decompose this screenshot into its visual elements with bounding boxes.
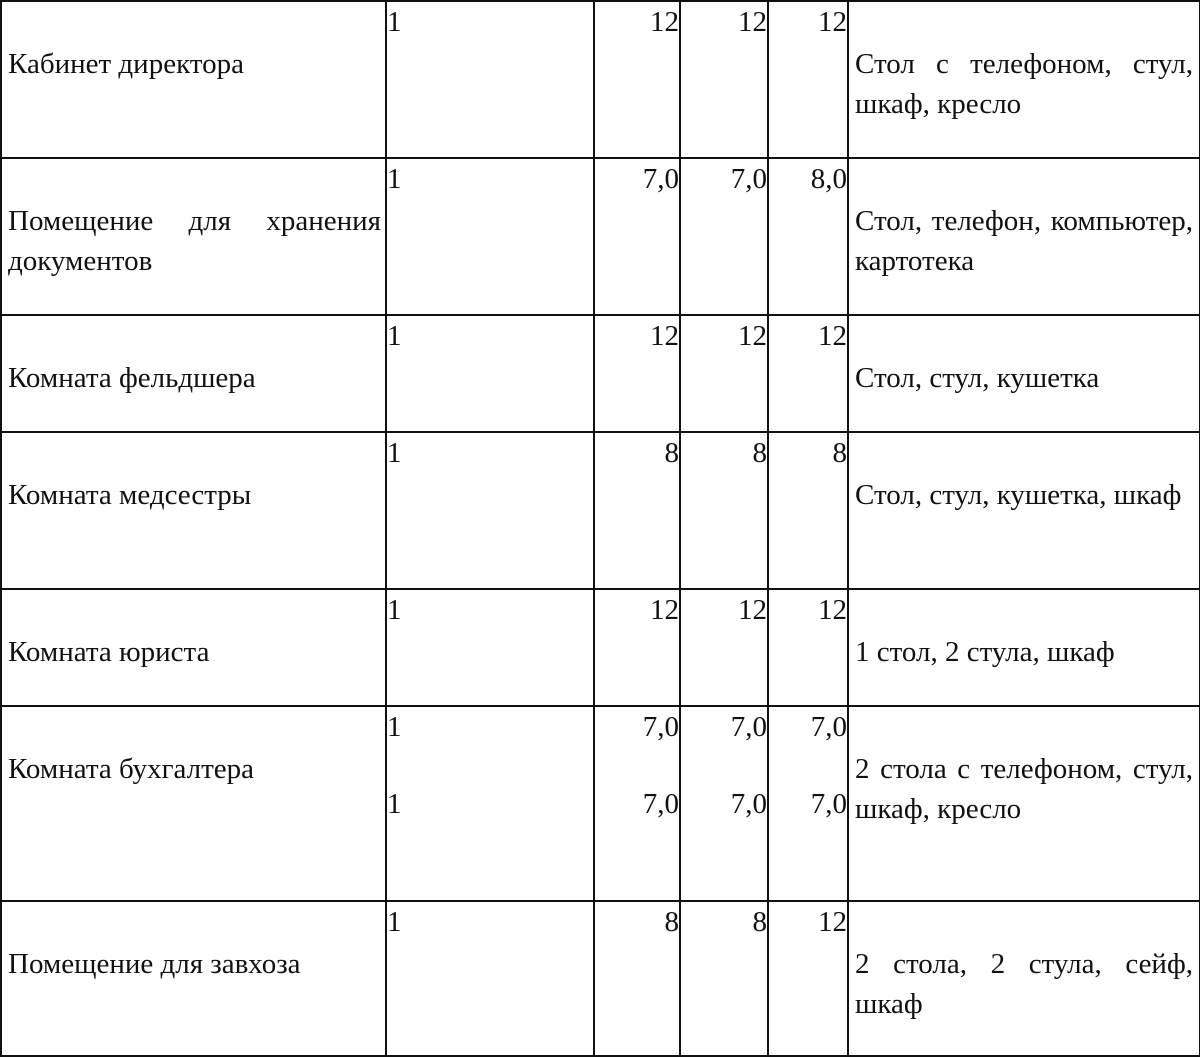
- area-actual-value: 8,0: [810, 163, 847, 195]
- table-row: [1, 1, 1200, 158]
- area-norm-value: 8: [664, 906, 679, 938]
- quantity-value: 1: [387, 6, 402, 38]
- area-norm-value: 12: [650, 6, 679, 38]
- quantity-value: 1: [387, 163, 402, 195]
- area-actual-cell: [768, 901, 848, 1056]
- area-actual-value: 12: [818, 906, 847, 938]
- area-actual-cell: [768, 589, 848, 706]
- quantity-value: 1: [387, 711, 402, 743]
- area-planned-cell: [680, 432, 768, 589]
- room-name-cell: [1, 706, 386, 901]
- equipment-cell: [848, 589, 1200, 706]
- equipment-cell: [848, 706, 1200, 901]
- area-norm-value: 12: [650, 320, 679, 352]
- quantity-value: 1: [387, 437, 402, 469]
- quantity-cell: [386, 901, 594, 1056]
- area-norm-value: 7,0: [642, 163, 679, 195]
- quantity-cell: [386, 706, 594, 901]
- room-name-cell: [1, 432, 386, 589]
- quantity-cell: [386, 432, 594, 589]
- room-name: Комната юриста: [8, 636, 210, 668]
- area-actual-value: 12: [818, 320, 847, 352]
- room-name-cell: [1, 901, 386, 1056]
- equipment-cell: [848, 901, 1200, 1056]
- quantity-value: 1: [387, 594, 402, 626]
- room-name-cell: [1, 158, 386, 315]
- table-row: [1, 315, 1200, 432]
- area-norm-cell: [594, 1, 680, 158]
- area-norm-cell: [594, 901, 680, 1056]
- equipment-cell: [848, 432, 1200, 589]
- equipment-text: 1 стол, 2 стула, шкаф: [855, 636, 1115, 668]
- area-norm-value: 7,0: [642, 711, 679, 743]
- area-planned-value: 12: [738, 594, 767, 626]
- area-actual-value: 7,0: [810, 788, 847, 820]
- room-name: Помещение для хранения документов: [8, 205, 381, 277]
- area-actual-value: 7,0: [810, 711, 847, 743]
- quantity-value: 1: [387, 320, 402, 352]
- table-row: [1, 901, 1200, 1056]
- area-norm-value: 8: [664, 437, 679, 469]
- area-norm-value: 7,0: [642, 788, 679, 820]
- quantity-cell: [386, 158, 594, 315]
- table-row: [1, 432, 1200, 589]
- area-planned-value: 8: [752, 437, 767, 469]
- equipment-cell: [848, 1, 1200, 158]
- equipment-text: Стол, телефон, компьютер, картотека: [855, 205, 1193, 277]
- area-actual-cell: [768, 706, 848, 901]
- equipment-text: 2 стола, 2 стула, сейф, шкаф: [855, 948, 1193, 1020]
- area-planned-value: 7,0: [730, 163, 767, 195]
- area-actual-value: 12: [818, 594, 847, 626]
- area-planned-value: 8: [752, 906, 767, 938]
- area-norm-cell: [594, 432, 680, 589]
- area-norm-cell: [594, 706, 680, 901]
- area-planned-cell: [680, 901, 768, 1056]
- area-planned-value: 12: [738, 320, 767, 352]
- room-name-cell: [1, 589, 386, 706]
- quantity-cell: [386, 1, 594, 158]
- quantity-cell: [386, 589, 594, 706]
- quantity-value: 1: [387, 788, 402, 820]
- equipment-text: 2 стола с телефоном, стул, шкаф, кресло: [855, 753, 1193, 825]
- area-planned-cell: [680, 1, 768, 158]
- area-planned-value: 7,0: [730, 711, 767, 743]
- area-planned-value: 7,0: [730, 788, 767, 820]
- area-actual-cell: [768, 1, 848, 158]
- area-actual-value: 8: [832, 437, 847, 469]
- room-name: Комната медсестры: [8, 479, 252, 511]
- area-actual-cell: [768, 432, 848, 589]
- equipment-text: Стол с телефоном, стул, шкаф, кресло: [855, 48, 1193, 120]
- area-planned-cell: [680, 706, 768, 901]
- room-name-cell: [1, 1, 386, 158]
- area-norm-cell: [594, 589, 680, 706]
- equipment-text: Стол, стул, кушетка, шкаф: [855, 479, 1182, 511]
- rooms-table-body: [1, 1, 1200, 1056]
- area-norm-cell: [594, 315, 680, 432]
- equipment-cell: [848, 315, 1200, 432]
- area-norm-value: 12: [650, 594, 679, 626]
- room-name: Комната фельдшера: [8, 362, 256, 394]
- equipment-text: Стол, стул, кушетка: [855, 362, 1100, 394]
- area-planned-cell: [680, 315, 768, 432]
- area-planned-cell: [680, 589, 768, 706]
- area-planned-cell: [680, 158, 768, 315]
- area-norm-cell: [594, 158, 680, 315]
- area-actual-cell: [768, 158, 848, 315]
- room-name: Комната бухгалтера: [8, 753, 255, 785]
- area-actual-cell: [768, 315, 848, 432]
- room-name: Помещение для завхоза: [8, 948, 301, 980]
- quantity-value: 1: [387, 906, 402, 938]
- area-planned-value: 12: [738, 6, 767, 38]
- quantity-cell: [386, 315, 594, 432]
- room-name-cell: [1, 315, 386, 432]
- equipment-cell: [848, 158, 1200, 315]
- table-row: [1, 589, 1200, 706]
- room-name: Кабинет директора: [8, 48, 244, 80]
- table-row: [1, 158, 1200, 315]
- area-actual-value: 12: [818, 6, 847, 38]
- table-row: [1, 706, 1200, 901]
